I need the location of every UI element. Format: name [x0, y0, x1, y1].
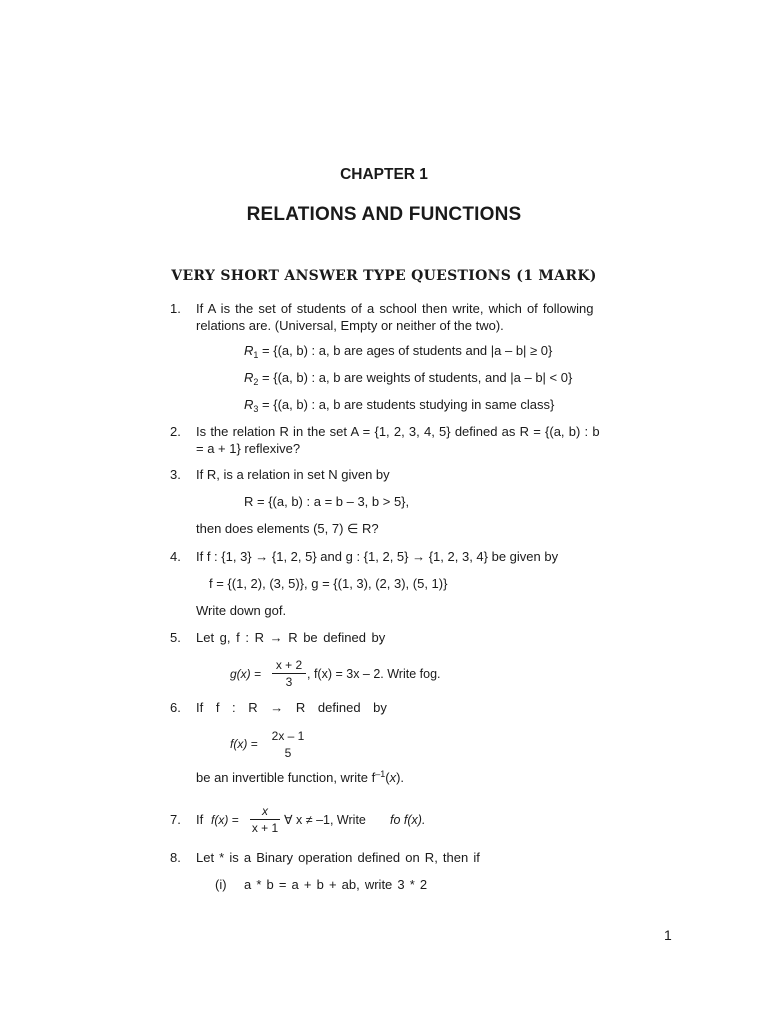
q5-f-definition: , f(x) = 3x – 2. Write fog. [307, 667, 441, 681]
q3-equation: R = {(a, b) : a = b – 3, b > 5}, [244, 494, 410, 509]
q7-fof: fo f(x). [390, 813, 426, 827]
chapter-label: CHAPTER 1 [340, 166, 428, 183]
q5-g-lhs: g(x) = [230, 667, 262, 681]
q1-text-line2: relations are. (Universal, Empty or neither of the two). [196, 318, 504, 333]
page-number: 1 [664, 927, 672, 943]
q7-condition: ∀ x ≠ –1, Write [284, 813, 366, 827]
fraction-bar [250, 819, 280, 820]
section-heading: VERY SHORT ANSWER TYPE QUESTIONS (1 MARK) [171, 268, 597, 284]
q3-text-line2: then does elements (5, 7) ∈ R? [196, 521, 379, 536]
q1-text-line1: If A is the set of students of a school then write, which of following [196, 301, 594, 316]
q6-f-denominator: 5 [284, 746, 292, 760]
q5-g-denominator: 3 [285, 675, 293, 689]
question-number: 4. [170, 549, 181, 564]
q5-g-numerator: x + 2 [275, 658, 303, 672]
question-number: 5. [170, 630, 181, 645]
q7-f-numerator: x [262, 804, 268, 818]
q1-relation-r1: $R_1 = \{(a$, b) : a, b are ages of students and |a – b| ≥ 0} [244, 343, 553, 360]
q8-subpart-i: a * b = a + b + ab, write 3 * 2 [244, 877, 428, 892]
question-number: 6. [170, 700, 181, 715]
q3-text-line1: If R, is a relation in set N given by [196, 467, 390, 482]
q4-equation: f = {(1, 2), (3, 5)}, g = {(1, 3), (2, 3), (5, 1)} [209, 576, 448, 591]
q6-f-lhs: f(x) = [230, 737, 258, 751]
question-number: 8. [170, 850, 181, 865]
q6-f-numerator: 2x – 1 [271, 729, 305, 743]
page-title: RELATIONS AND FUNCTIONS [246, 204, 522, 225]
question-number: 3. [170, 467, 181, 482]
fraction-bar [272, 673, 306, 674]
q5-text-line1: Let g, f : R → R be defined by [196, 630, 386, 645]
q2-text-line1: Is the relation R in the set A = {1, 2, 3, 4, 5} defined as R = {(a, b) : b [196, 424, 600, 439]
q1-relation-r2: $R_2 = \{(a$, b) : a, b are weights of students, and |a – b| < 0} [244, 370, 573, 387]
q7-f-denominator: x + 1 [251, 821, 279, 835]
q8-text-line1: Let * is a Binary operation defined on R, then if [196, 850, 480, 865]
q6-text-line1: If f : R → R defined by [196, 700, 387, 715]
q7-f-lhs: f(x) = [211, 813, 239, 827]
q7-if: If [196, 812, 204, 827]
question-number: 2. [170, 424, 181, 439]
q1-relation-r3: $R_3 = \{(a$, b) : a, b are students studying in same class} [244, 397, 555, 414]
q4-text-line1: If f : {1, 3} → {1, 2, 5} and g : {1, 2, 5} → {1, 2, 3, 4} be given by [196, 549, 559, 564]
q4-text-line2: Write down gof. [196, 603, 287, 618]
q8-subpart-label: (i) [215, 877, 227, 892]
q6-text-line2: be an invertible function, write $f^{-1}(x)$. [196, 769, 405, 785]
question-number: 1. [170, 301, 181, 316]
q2-text-line2: = a + 1} reflexive? [196, 441, 301, 456]
question-number: 7. [170, 812, 181, 827]
